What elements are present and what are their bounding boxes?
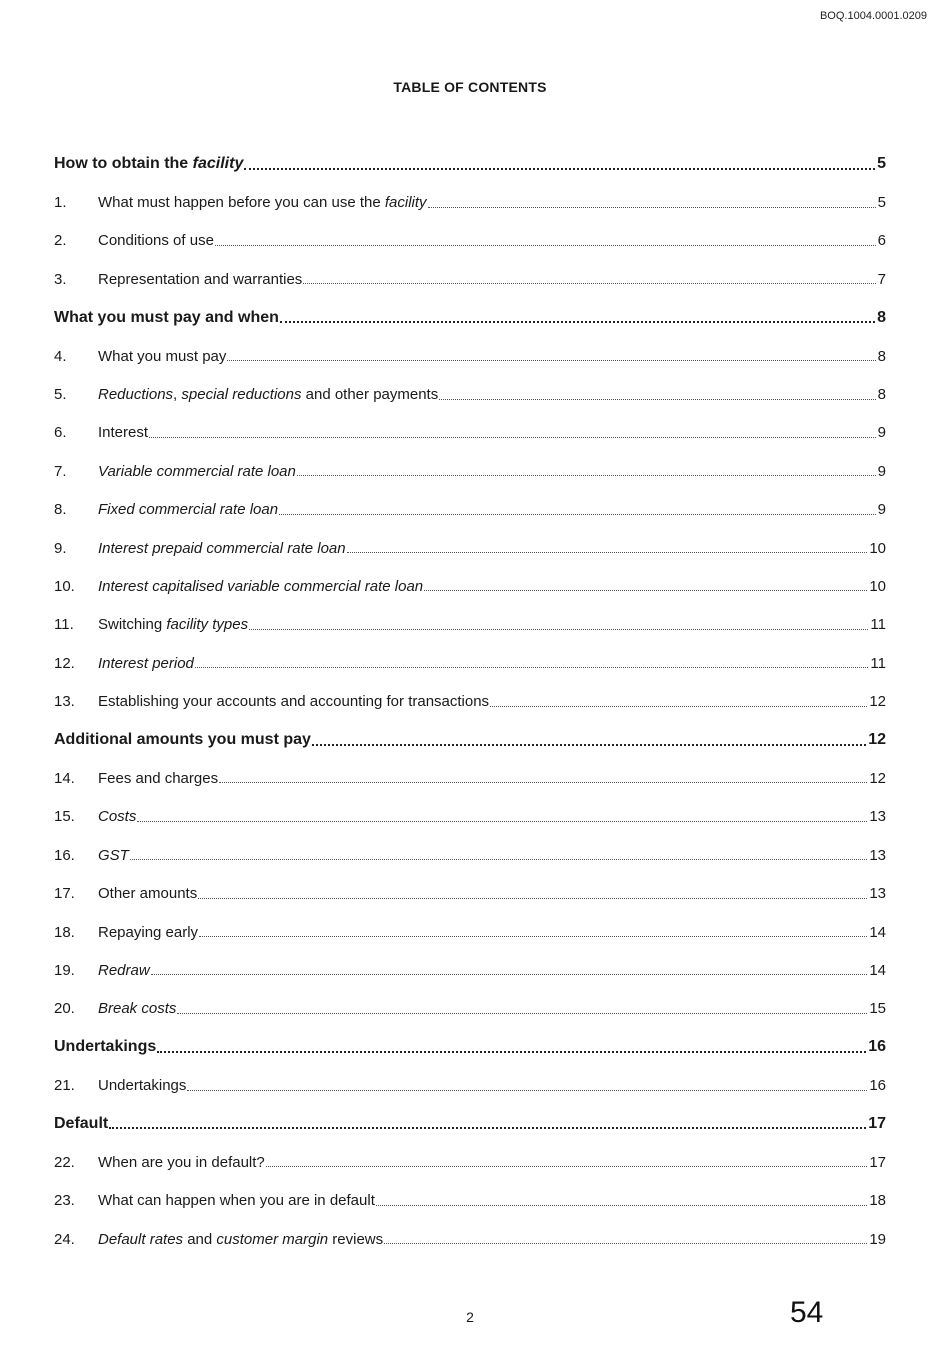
toc-page-number: 13 bbox=[869, 846, 886, 864]
dot-leader bbox=[424, 589, 867, 591]
toc-label-part: When are you in default? bbox=[98, 1153, 265, 1171]
toc-page-number: 5 bbox=[877, 194, 886, 212]
toc-label-italic-part: Interest capitalised variable commercial rate loan bbox=[98, 577, 424, 595]
toc-entry-label bbox=[98, 1231, 383, 1248]
toc-label-part: How to obtain the bbox=[54, 155, 193, 173]
toc-page-number: 12 bbox=[869, 693, 886, 711]
toc-page-number: 9 bbox=[877, 501, 886, 519]
toc-entry[interactable] bbox=[54, 951, 886, 989]
toc-label-part: , bbox=[173, 386, 182, 404]
toc-label-part: Representation and warranties bbox=[98, 270, 303, 288]
toc-label-italic-part: Break costs bbox=[98, 1000, 177, 1018]
toc-label-part: and bbox=[183, 1230, 217, 1248]
toc-label-part: What can happen when you are in default bbox=[98, 1192, 375, 1210]
toc-entry-number: 13. bbox=[54, 693, 75, 711]
toc-entry-label bbox=[98, 885, 197, 902]
toc-entry-label bbox=[54, 1115, 108, 1133]
toc-entry-number: 20. bbox=[54, 1000, 75, 1018]
toc-label-part: What you must pay and when bbox=[54, 308, 279, 326]
toc-label-italic-part: Interest period bbox=[98, 654, 194, 672]
toc-entry[interactable] bbox=[54, 990, 886, 1028]
toc-entry-label bbox=[98, 424, 148, 441]
dot-leader bbox=[199, 935, 867, 937]
toc-label-italic-part: GST bbox=[98, 846, 129, 864]
toc-label-part: What must happen before you can use the bbox=[98, 194, 385, 212]
toc-entry[interactable] bbox=[54, 567, 886, 605]
toc-label-part: Fees and charges bbox=[98, 769, 219, 787]
toc-entry[interactable] bbox=[54, 798, 886, 836]
toc-page-number: 11 bbox=[870, 654, 886, 672]
dot-leader bbox=[303, 282, 875, 284]
toc-label-part: Repaying early bbox=[98, 923, 199, 941]
dot-leader bbox=[157, 1050, 866, 1053]
dot-leader bbox=[439, 398, 875, 400]
toc-page-number: 14 bbox=[869, 961, 886, 979]
toc-entry-label bbox=[98, 1192, 375, 1209]
toc-section-heading[interactable] bbox=[54, 145, 886, 183]
toc-page-number: 6 bbox=[877, 232, 886, 250]
dot-leader bbox=[428, 206, 876, 208]
toc-page-number: 10 bbox=[869, 539, 886, 557]
toc-entry[interactable] bbox=[54, 682, 886, 720]
toc-entry[interactable] bbox=[54, 1220, 886, 1258]
toc-label-part: What you must pay bbox=[98, 347, 227, 365]
toc-page-number: 17 bbox=[869, 1153, 886, 1171]
dot-leader bbox=[279, 513, 876, 515]
toc-label-part: Undertakings bbox=[98, 1077, 187, 1095]
toc-label-part: Undertakings bbox=[54, 1038, 157, 1056]
toc-entry-label bbox=[98, 1000, 176, 1017]
toc-entry-number: 5. bbox=[54, 386, 67, 404]
dot-leader bbox=[312, 743, 866, 746]
toc-entry-number: 15. bbox=[54, 808, 75, 826]
toc-entry-label bbox=[98, 847, 129, 864]
toc-entry[interactable] bbox=[54, 644, 886, 682]
table-of-contents bbox=[54, 145, 886, 1258]
dot-leader bbox=[266, 1165, 868, 1167]
toc-label-italic-part: Variable commercial rate loan bbox=[98, 462, 296, 480]
dot-leader bbox=[249, 628, 868, 630]
toc-entry-label bbox=[98, 1154, 265, 1171]
dot-leader bbox=[137, 820, 867, 822]
toc-label-italic-part: Reductions bbox=[98, 386, 174, 404]
toc-entry[interactable] bbox=[54, 1066, 886, 1104]
toc-entry[interactable] bbox=[54, 183, 886, 221]
toc-page-number: 9 bbox=[877, 462, 886, 480]
toc-entry[interactable] bbox=[54, 1182, 886, 1220]
toc-entry-label bbox=[98, 271, 302, 288]
toc-label-part: Additional amounts you must pay bbox=[54, 731, 311, 749]
toc-entry-label bbox=[98, 693, 489, 710]
toc-entry-number: 21. bbox=[54, 1077, 75, 1095]
toc-entry[interactable] bbox=[54, 452, 886, 490]
toc-label-italic-part: Redraw bbox=[98, 961, 150, 979]
toc-entry-number: 8. bbox=[54, 501, 67, 519]
toc-section-heading[interactable] bbox=[54, 1028, 886, 1066]
stamp-number: 54 bbox=[790, 1296, 824, 1329]
toc-page-number: 18 bbox=[869, 1192, 886, 1210]
toc-entry-label bbox=[98, 348, 226, 365]
toc-label-part: Switching bbox=[98, 616, 167, 634]
toc-page-number: 15 bbox=[869, 1000, 886, 1018]
dot-leader bbox=[297, 474, 876, 476]
toc-entry[interactable] bbox=[54, 414, 886, 452]
toc-entry-label bbox=[98, 463, 296, 480]
toc-entry-number: 3. bbox=[54, 270, 67, 288]
toc-entry-number: 9. bbox=[54, 539, 67, 557]
toc-page-number: 11 bbox=[870, 616, 886, 634]
toc-label-part: Conditions of use bbox=[98, 232, 214, 250]
dot-leader bbox=[109, 1126, 866, 1129]
page-title: TABLE OF CONTENTS bbox=[393, 79, 547, 95]
toc-entry-label bbox=[98, 770, 218, 787]
toc-page-number: 12 bbox=[868, 731, 886, 749]
toc-page-number: 12 bbox=[869, 769, 886, 787]
toc-entry-number: 2. bbox=[54, 232, 67, 250]
toc-entry[interactable] bbox=[54, 529, 886, 567]
dot-leader bbox=[195, 666, 869, 668]
dot-leader bbox=[149, 436, 876, 438]
toc-section-heading[interactable] bbox=[54, 299, 886, 337]
toc-entry-label bbox=[98, 1077, 186, 1094]
toc-entry[interactable] bbox=[54, 375, 886, 413]
toc-entry-label bbox=[98, 501, 278, 518]
dot-leader bbox=[187, 1089, 867, 1091]
dot-leader bbox=[244, 167, 875, 170]
toc-page-number: 13 bbox=[869, 885, 886, 903]
toc-label-italic-part: Interest prepaid commercial rate loan bbox=[98, 539, 346, 557]
toc-label-part: Interest bbox=[98, 424, 149, 442]
toc-entry-label bbox=[54, 1038, 156, 1056]
toc-label-part: Other amounts bbox=[98, 885, 198, 903]
dot-leader bbox=[227, 359, 875, 361]
toc-page-number: 8 bbox=[877, 347, 886, 365]
dot-leader bbox=[177, 1012, 867, 1014]
toc-entry-number: 24. bbox=[54, 1230, 75, 1248]
toc-entry-number: 1. bbox=[54, 194, 67, 212]
toc-label-italic-part: Fixed commercial rate loan bbox=[98, 501, 279, 519]
toc-label-part: reviews bbox=[328, 1230, 384, 1248]
toc-entry-label bbox=[98, 578, 423, 595]
toc-label-part: and other payments bbox=[301, 386, 439, 404]
toc-entry-number: 10. bbox=[54, 577, 75, 595]
toc-entry-number: 17. bbox=[54, 885, 75, 903]
toc-entry-label bbox=[98, 924, 198, 941]
document-reference: BOQ.1004.0001.0209 bbox=[819, 10, 927, 22]
toc-entry-number: 7. bbox=[54, 462, 67, 480]
toc-page-number: 10 bbox=[869, 577, 886, 595]
toc-entry-label bbox=[98, 616, 248, 633]
toc-entry-number: 14. bbox=[54, 769, 75, 787]
toc-entry-label bbox=[98, 194, 427, 211]
toc-entry-label bbox=[54, 731, 311, 749]
toc-entry-label bbox=[54, 309, 279, 327]
toc-entry-label bbox=[98, 655, 194, 672]
toc-entry-number: 11. bbox=[54, 616, 74, 634]
toc-page-number: 13 bbox=[869, 808, 886, 826]
toc-entry[interactable] bbox=[54, 337, 886, 375]
toc-page-number: 8 bbox=[877, 386, 886, 404]
toc-entry-label bbox=[98, 962, 150, 979]
toc-entry[interactable] bbox=[54, 222, 886, 260]
toc-entry-number: 16. bbox=[54, 846, 75, 864]
toc-page-number: 17 bbox=[868, 1114, 886, 1132]
toc-label-italic-part: Default rates bbox=[98, 1230, 184, 1248]
toc-label-italic-part: facility bbox=[192, 155, 244, 173]
dot-leader bbox=[215, 244, 876, 246]
toc-entry-number: 6. bbox=[54, 424, 67, 442]
toc-entry-label bbox=[98, 232, 214, 249]
toc-page-number: 7 bbox=[877, 270, 886, 288]
toc-entry[interactable] bbox=[54, 759, 886, 797]
toc-entry-number: 19. bbox=[54, 961, 75, 979]
dot-leader bbox=[280, 320, 875, 323]
dot-leader bbox=[490, 705, 867, 707]
toc-entry-label bbox=[98, 808, 136, 825]
dot-leader bbox=[198, 897, 867, 899]
toc-page-number: 5 bbox=[877, 155, 886, 173]
toc-page-number: 16 bbox=[868, 1038, 886, 1056]
toc-entry[interactable] bbox=[54, 260, 886, 298]
toc-section-heading[interactable] bbox=[54, 721, 886, 759]
toc-page-number: 16 bbox=[869, 1077, 886, 1095]
toc-entry[interactable] bbox=[54, 1143, 886, 1181]
toc-entry-number: 18. bbox=[54, 923, 75, 941]
toc-label-italic-part: special reductions bbox=[181, 386, 302, 404]
dot-leader bbox=[347, 551, 868, 553]
toc-section-heading[interactable] bbox=[54, 1105, 886, 1143]
toc-entry[interactable] bbox=[54, 836, 886, 874]
toc-page-number: 14 bbox=[869, 923, 886, 941]
toc-page-number: 8 bbox=[877, 308, 886, 326]
toc-label-italic-part: Costs bbox=[98, 808, 137, 826]
toc-entry-label bbox=[98, 386, 438, 403]
page-number: 2 bbox=[466, 1309, 474, 1325]
toc-entry-number: 12. bbox=[54, 654, 75, 672]
toc-entry-label bbox=[54, 155, 243, 173]
toc-label-part: Establishing your accounts and accounting for transactions bbox=[98, 693, 490, 711]
toc-entry[interactable] bbox=[54, 874, 886, 912]
toc-entry-number: 23. bbox=[54, 1192, 75, 1210]
toc-label-part: Default bbox=[54, 1114, 109, 1132]
toc-label-italic-part: customer margin bbox=[216, 1230, 329, 1248]
dot-leader bbox=[376, 1204, 867, 1206]
dot-leader bbox=[130, 858, 867, 860]
toc-entry[interactable] bbox=[54, 491, 886, 529]
toc-label-italic-part: facility bbox=[384, 194, 427, 212]
toc-entry-number: 22. bbox=[54, 1153, 75, 1171]
toc-entry-number: 4. bbox=[54, 347, 67, 365]
dot-leader bbox=[219, 781, 867, 783]
toc-page-number: 19 bbox=[869, 1230, 886, 1248]
dot-leader bbox=[384, 1242, 867, 1244]
toc-entry-label bbox=[98, 540, 346, 557]
toc-page-number: 9 bbox=[877, 424, 886, 442]
toc-label-italic-part: facility types bbox=[166, 616, 249, 634]
toc-entry[interactable] bbox=[54, 913, 886, 951]
dot-leader bbox=[151, 973, 868, 975]
toc-entry[interactable] bbox=[54, 606, 886, 644]
